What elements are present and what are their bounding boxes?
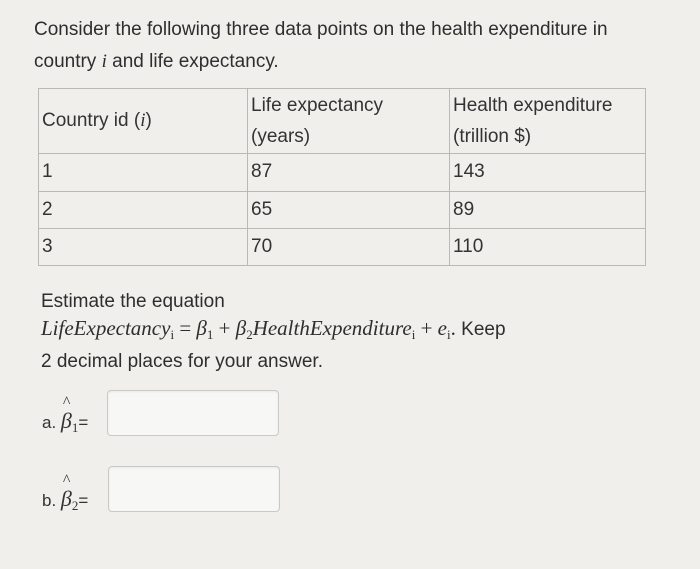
cell-country-id: 1 <box>39 154 248 191</box>
regression-equation: LifeExpectancy$_i$ = $\beta_1$ + $\beta_2HealthExpenditure_i + e_i$. Keep <box>41 316 506 342</box>
intro-line-2: country i and life expectancy. <box>34 51 279 72</box>
table-row <box>39 228 646 265</box>
header-life-expectancy: Life expectancy (years) <box>248 89 450 154</box>
question-text <box>41 288 671 375</box>
cell-life-expectancy: 65 <box>248 191 450 228</box>
intro-line-1: Consider the following three data points on the health expenditure in <box>34 19 608 40</box>
problem-intro <box>34 14 674 78</box>
header-country-id: Country id (i) <box>39 89 248 154</box>
cell-country-id: 2 <box>39 191 248 228</box>
question-precision-note: 2 decimal places for your answer. <box>41 351 323 372</box>
table-header-row <box>39 89 646 154</box>
question-lead: Estimate the equation <box>41 291 225 312</box>
beta1-answer-input[interactable] <box>107 390 279 436</box>
answer-a-label: a. ^ $\beta_1=$ <box>42 408 88 436</box>
cell-health-expenditure: 143 <box>450 154 646 191</box>
header-health-expenditure: Health expenditure (trillion $) <box>450 89 646 154</box>
data-table <box>38 88 646 266</box>
cell-life-expectancy: 70 <box>248 228 450 265</box>
cell-health-expenditure: 110 <box>450 228 646 265</box>
cell-life-expectancy: 87 <box>248 154 450 191</box>
answer-b-label: b. ^ $\beta_2=$ <box>42 486 88 514</box>
beta2-answer-input[interactable] <box>108 466 280 512</box>
table-row <box>39 154 646 191</box>
cell-health-expenditure: 89 <box>450 191 646 228</box>
cell-country-id: 3 <box>39 228 248 265</box>
table-row <box>39 191 646 228</box>
